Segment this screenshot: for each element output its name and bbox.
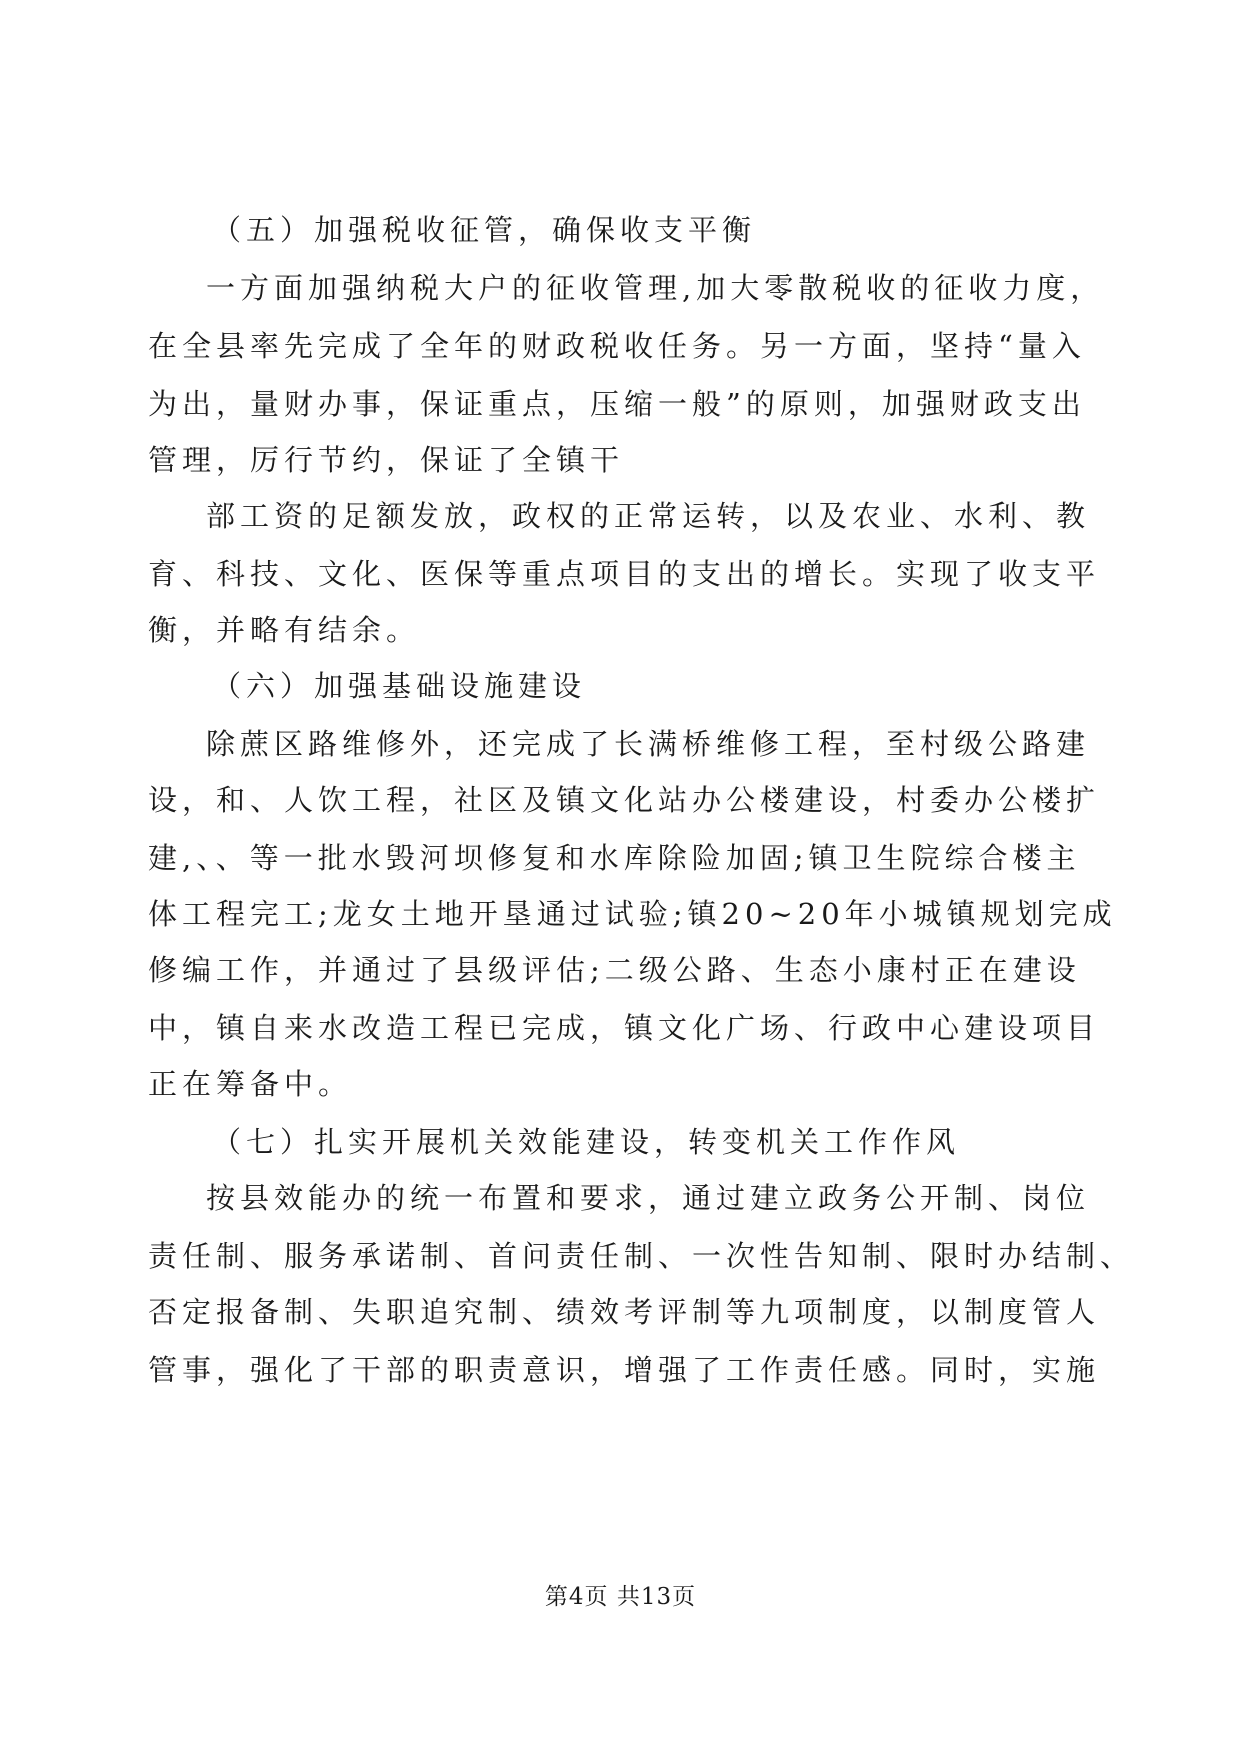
paragraph-line: 管理，厉行节约，保证了全镇干 [148,443,625,477]
heading-7: （七）扎实开展机关效能建设，转变机关工作作风 [212,1125,961,1159]
paragraph-line: 正在筹备中。 [148,1067,353,1101]
paragraph-line: 责任制、服务承诺制、首问责任制、一次性告知制、限时办结制、 [148,1239,1135,1273]
paragraph-line: 中，镇自来水改造工程已完成，镇文化广场、行政中心建设项目 [148,1011,1101,1045]
heading-6: （六）加强基础设施建设 [212,669,587,703]
page-number-footer: 第4页 共13页 [544,1584,697,1610]
paragraph-line: 管事，强化了干部的职责意识，增强了工作责任感。同时，实施 [148,1353,1101,1387]
paragraph-line: 体工程完工;龙女土地开垦通过试验;镇20~20年小城镇规划完成 [148,897,1117,931]
paragraph-line: 衡，并略有结余。 [148,613,421,647]
paragraph-line: 育、科技、文化、医保等重点项目的支出的增长。实现了收支平 [148,557,1101,591]
paragraph-line: 按县效能办的统一布置和要求，通过建立政务公开制、岗位 [206,1181,1091,1215]
paragraph-line: 建,、、等一批水毁河坝修复和水库除险加固;镇卫生院综合楼主 [148,841,1081,875]
paragraph-line: 修编工作，并通过了县级评估;二级公路、生态小康村正在建设 [148,953,1081,987]
paragraph-line: 部工资的足额发放，政权的正常运转，以及农业、水利、教 [206,499,1091,533]
paragraph-line: 设，和、人饮工程，社区及镇文化站办公楼建设，村委办公楼扩 [148,783,1101,817]
paragraph-line: 为出，量财办事，保证重点，压缩一般”的原则，加强财政支出 [148,387,1086,421]
heading-5: （五）加强税收征管，确保收支平衡 [212,213,757,247]
paragraph-line: 一方面加强纳税大户的征收管理,加大零散税收的征收力度， [206,271,1105,305]
paragraph-line: 在全县率先完成了全年的财政税收任务。另一方面，坚持“量入 [148,329,1086,363]
paragraph-line: 否定报备制、失职追究制、绩效考评制等九项制度，以制度管人 [148,1295,1101,1329]
paragraph-line: 除蔗区路维修外，还完成了长满桥维修工程，至村级公路建 [206,727,1091,761]
